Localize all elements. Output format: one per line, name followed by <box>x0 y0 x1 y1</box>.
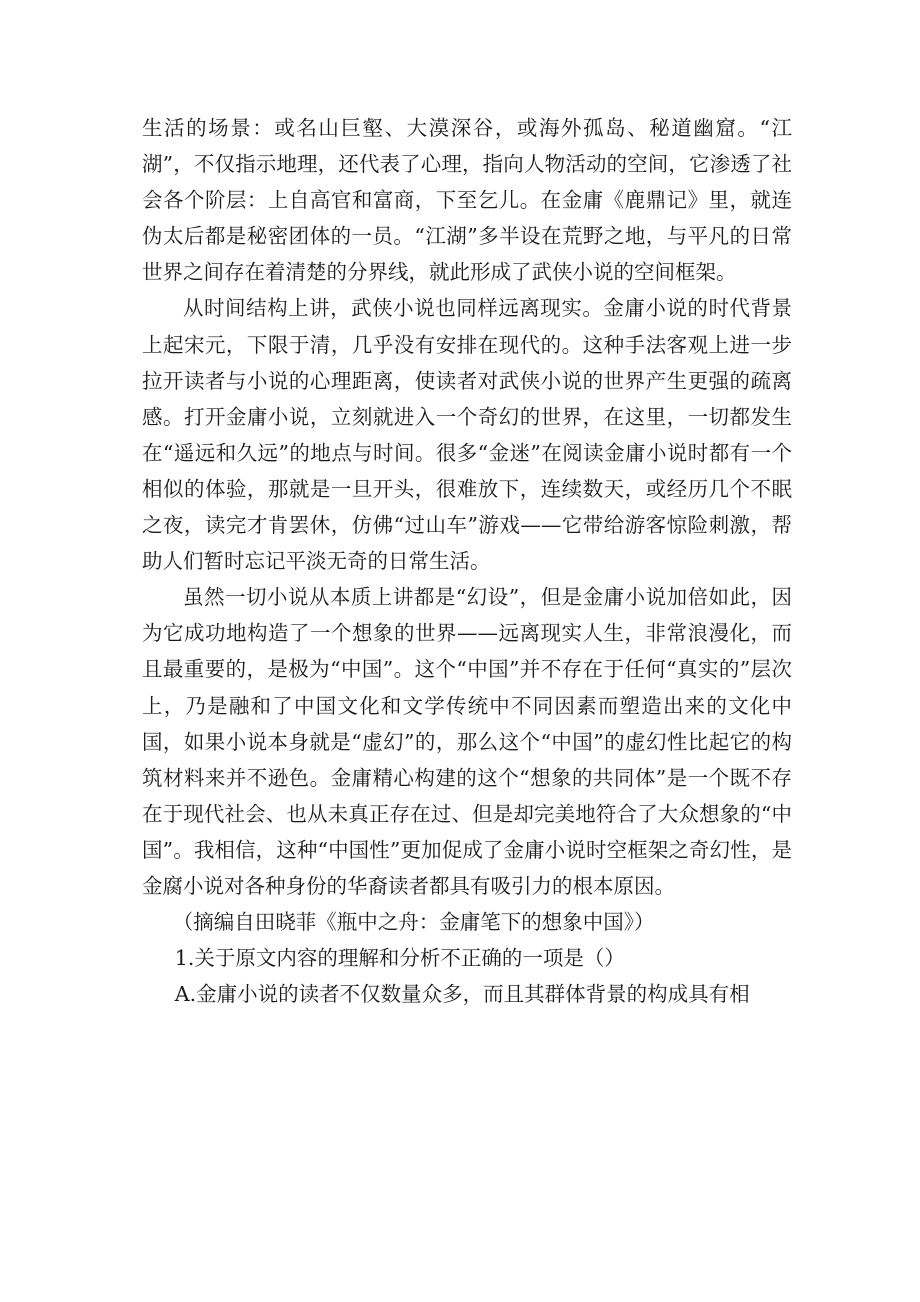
question-1: 1.关于原文内容的理解和分析不正确的一项是（） <box>174 946 625 971</box>
paragraph-2: 从时间结构上讲，武侠小说也同样远离现实。金庸小说的时代背景上起宋元，下限于清，几乎没有安排在现代的。这种手法客观上进一步拉开读者与小说的心理距离，使读者对武侠小说的世界产生更强的疏离感。打开金庸小说，立刻就进入一个奇幻的世界，在这里，一切都发生在“遥远和久远”的地点与时间。很多“金迷”在阅读金庸小说时都有一个相似的体验，那就是一旦开头，很难放下，连续数天，或经历几个不眠之夜，读完才肯罢休，仿佛“过山车”游戏——它带给游客惊险刺激，帮助人们暂时忘记平淡无奇的日常生活。 <box>142 296 792 574</box>
document-body <box>142 110 792 1012</box>
source-citation: （摘编自田晓菲《瓶中之舟：金庸笔下的想象中国》） <box>172 910 655 935</box>
paragraph-1: 生活的场景：或名山巨壑、大漠深谷，或海外孤岛、秘道幽窟。“江湖”，不仅指示地理，还代表了心理，指向人物活动的空间，它渗透了社会各个阶层：上自高官和富商，下至乞儿。在金庸《鹿鼎记》里，就连伪太后都是秘密团体的一员。“江湖”多半设在荒野之地，与平凡的日常世界之间存在着清楚的分界线，就此形成了武侠小说的空间框架。 <box>142 116 792 285</box>
paragraph-3: 虽然一切小说从本质上讲都是“幻设”，但是金庸小说加倍如此，因为它成功地构造了一个想象的世界——远离现实人生，非常浪漫化，而且最重要的，是极为“中国”。这个“中国”并不存在于任何“真实的”层次上，乃是融和了中国文化和文学传统中不同因素而塑造出来的文化中国，如果小说本身就是“虚幻”的，那么这个“中国”的虚幻性比起它的构筑材料来并不逊色。金庸精心构建的这个“想象的共同体”是一个既不存在于现代社会、也从未真正存在过、但是却完美地符合了大众想象的“中国”。我相信，这种“中国性”更加促成了金庸小说时空框架之奇幻性，是金腐小说对各种身份的华裔读者都具有吸引力的根本原因。 <box>142 585 792 898</box>
option-a: A.金庸小说的读者不仅数量众多，而且其群体背景的构成具有相 <box>174 982 750 1007</box>
